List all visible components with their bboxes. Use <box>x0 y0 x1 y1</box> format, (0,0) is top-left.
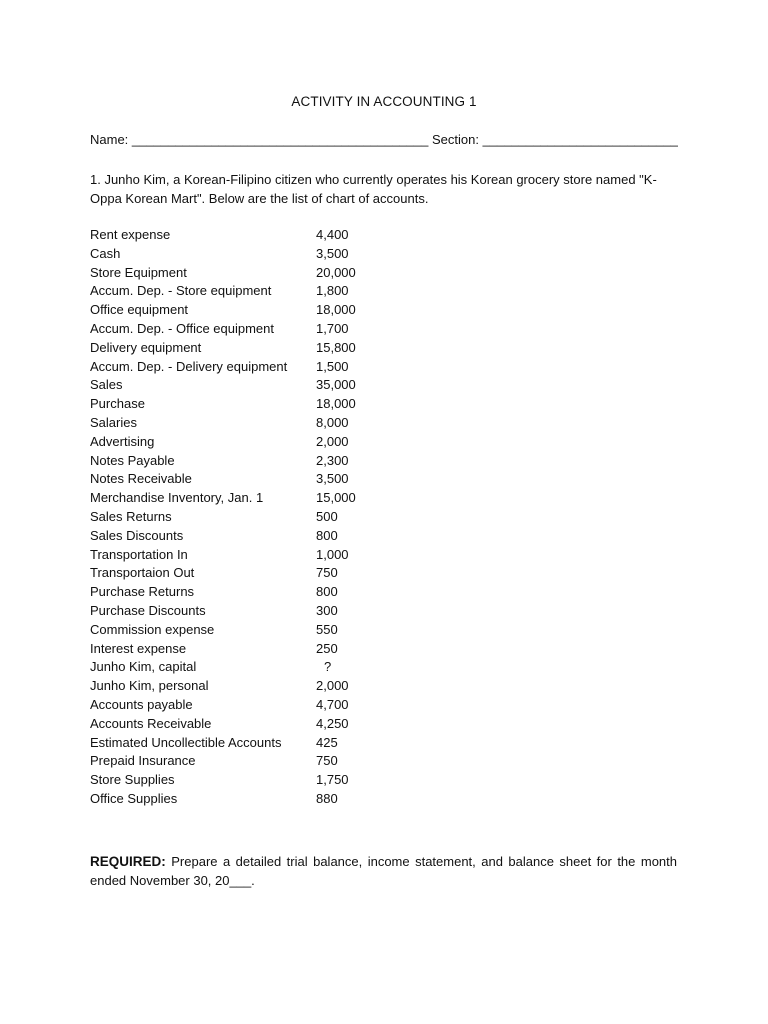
account-name: Prepaid Insurance <box>90 753 196 769</box>
account-row <box>90 658 390 677</box>
account-amount: 300 <box>316 602 338 618</box>
account-name: Office Supplies <box>90 790 178 806</box>
account-amount: 18,000 <box>316 396 356 412</box>
account-amount: 1,800 <box>316 283 349 299</box>
account-name: Junho Kim, capital <box>90 659 197 675</box>
account-name: Accounts Receivable <box>90 715 212 731</box>
account-name: Purchase Discounts <box>90 602 206 618</box>
name-label: Name: <box>90 132 129 147</box>
account-amount: 8,000 <box>316 414 349 430</box>
account-name: Accum. Dep. - Store equipment <box>90 283 272 299</box>
account-name: Merchandise Inventory, Jan. 1 <box>90 490 264 506</box>
account-amount: 800 <box>316 527 338 543</box>
account-name: Store Equipment <box>90 264 187 280</box>
account-row <box>90 414 390 433</box>
account-amount: 1,500 <box>316 358 349 374</box>
account-name: Advertising <box>90 433 155 449</box>
account-row <box>90 358 390 377</box>
account-amount: 2,000 <box>316 678 349 694</box>
account-name: Salaries <box>90 414 137 430</box>
account-row <box>90 452 390 471</box>
account-row <box>90 489 390 508</box>
document-title: ACTIVITY IN ACCOUNTING 1 <box>291 94 477 109</box>
account-row <box>90 602 390 621</box>
account-amount: 2,000 <box>316 433 349 449</box>
account-amount: 1,000 <box>316 546 349 562</box>
account-row <box>90 752 390 771</box>
account-amount: 2,300 <box>316 452 349 468</box>
account-amount: 250 <box>316 640 338 656</box>
account-row <box>90 527 390 546</box>
account-amount: 15,800 <box>316 339 356 355</box>
account-name: Rent expense <box>90 227 171 242</box>
account-name: Commission expense <box>90 621 215 637</box>
account-name: Accum. Dep. - Office equipment <box>90 320 275 336</box>
account-name: Store Supplies <box>90 772 175 788</box>
account-row <box>90 771 390 790</box>
account-row <box>90 433 390 452</box>
section-blank: ___________________________ <box>482 132 678 147</box>
account-amount: 800 <box>316 584 338 600</box>
account-row <box>90 245 390 264</box>
section-label: Section: <box>431 132 479 147</box>
account-amount: 3,500 <box>316 471 349 487</box>
account-name: Sales Discounts <box>90 527 184 543</box>
account-row <box>90 508 390 527</box>
account-name: Office equipment <box>90 302 189 318</box>
account-name: Sales <box>90 377 123 393</box>
problem-intro: 1. Junho Kim, a Korean-Filipino citizen who currently operates his Korean grocery store named "K-Oppa Korean Mart". Below are the list of chart of accounts. <box>90 172 657 206</box>
account-amount: ? <box>324 659 332 675</box>
account-row <box>90 470 390 489</box>
account-row <box>90 282 390 301</box>
account-amount: 4,400 <box>316 227 349 242</box>
account-row <box>90 790 390 809</box>
account-name: Accounts payable <box>90 696 193 712</box>
account-name: Junho Kim, personal <box>90 678 209 694</box>
account-amount: 500 <box>316 508 338 524</box>
account-row <box>90 640 390 659</box>
account-name: Estimated Uncollectible Accounts <box>90 734 282 750</box>
account-row <box>90 715 390 734</box>
account-name: Notes Payable <box>90 452 175 468</box>
required-instruction <box>90 852 677 890</box>
required-text: Prepare a detailed trial balance, income statement, and balance sheet for the month ended November 30, 20___. <box>90 854 677 888</box>
name-blank: _________________________________________ <box>131 132 429 147</box>
account-row <box>90 564 390 583</box>
account-name: Purchase Returns <box>90 584 195 600</box>
account-name: Interest expense <box>90 640 187 656</box>
account-name: Transportation In <box>90 546 188 562</box>
account-amount: 20,000 <box>316 264 356 280</box>
account-amount: 18,000 <box>316 302 356 318</box>
account-amount: 1,750 <box>316 772 349 788</box>
account-amount: 880 <box>316 790 338 806</box>
account-row <box>90 734 390 753</box>
account-name: Accum. Dep. - Delivery equipment <box>90 358 288 374</box>
account-row <box>90 301 390 320</box>
account-name: Cash <box>90 245 121 261</box>
account-row <box>90 621 390 640</box>
account-amount: 550 <box>316 621 338 637</box>
account-row <box>90 395 390 414</box>
required-label: REQUIRED: <box>90 854 166 869</box>
account-name: Transportaion Out <box>90 565 195 581</box>
account-amount: 4,700 <box>316 696 349 712</box>
account-amount: 750 <box>316 753 338 769</box>
account-row <box>90 320 390 339</box>
account-row <box>90 226 390 245</box>
account-amount: 15,000 <box>316 490 356 506</box>
account-row <box>90 376 390 395</box>
chart-of-accounts-list <box>90 226 390 809</box>
account-name: Delivery equipment <box>90 339 202 355</box>
account-row <box>90 696 390 715</box>
account-amount: 4,250 <box>316 715 349 731</box>
account-row <box>90 264 390 283</box>
account-amount: 750 <box>316 565 338 581</box>
account-name: Sales Returns <box>90 508 172 524</box>
account-row <box>90 583 390 602</box>
name-section-line <box>90 132 680 147</box>
account-amount: 35,000 <box>316 377 356 393</box>
account-amount: 1,700 <box>316 320 349 336</box>
account-row <box>90 339 390 358</box>
account-name: Notes Receivable <box>90 471 192 487</box>
account-amount: 3,500 <box>316 245 349 261</box>
account-amount: 425 <box>316 734 338 750</box>
account-name: Purchase <box>90 396 145 412</box>
account-row <box>90 677 390 696</box>
account-row <box>90 546 390 565</box>
